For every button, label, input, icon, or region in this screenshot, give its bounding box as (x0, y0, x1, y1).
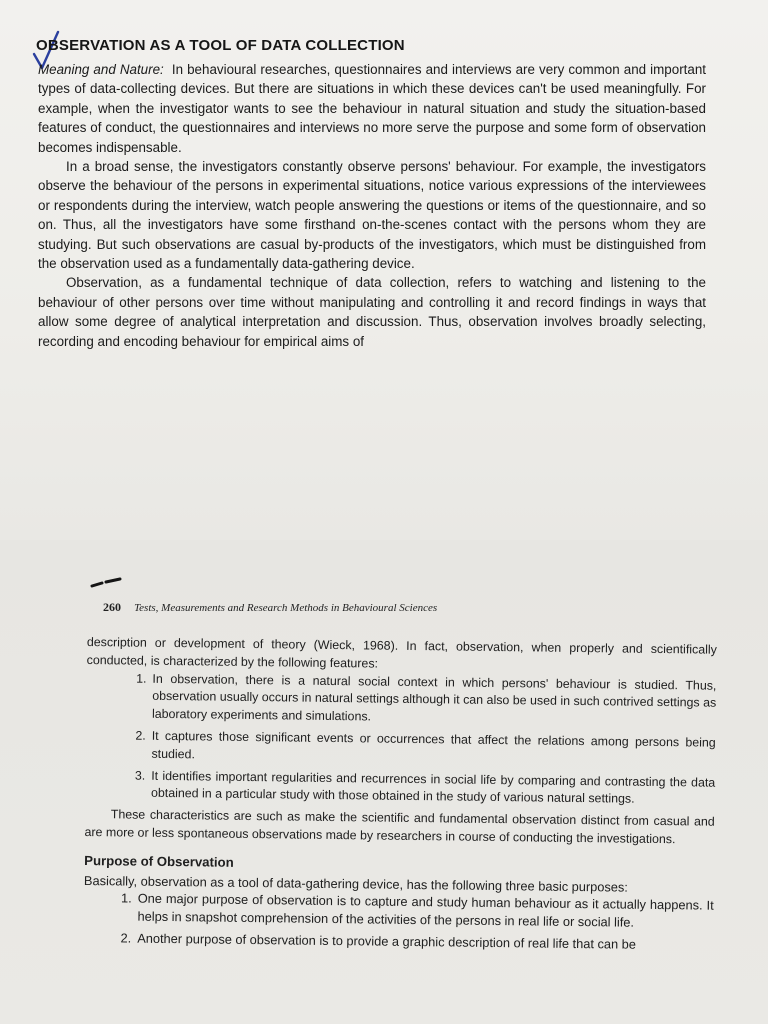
list-item-number: 1. (120, 890, 132, 906)
features-list (125, 670, 717, 810)
list-item-number: 2. (120, 930, 132, 946)
running-header (103, 600, 437, 615)
list-item-text: In observation, there is a natural social context in which persons' behaviour is studied. Thus, observation usually occurs in natural settings although it can also be used in such contrived settings as laboratory experiments and simulations. (151, 671, 717, 724)
list-item-text: It captures those significant events or occurrences that affect the relations among persons being studied. (151, 728, 716, 762)
page-number: 260 (103, 600, 121, 614)
list-item-text: One major purpose of observation is to capture and study human behaviour as it actually happens. It helps in snapshot comprehension of the activities of the persons in real life or social life. (137, 890, 714, 930)
list-item-text: Another purpose of observation is to provide a graphic description of real life that can be (137, 930, 637, 952)
list-item (126, 670, 717, 731)
list-item-number: 1. (136, 671, 147, 686)
list-item (111, 890, 713, 933)
purposes-list (111, 890, 714, 955)
upper-page-body (38, 60, 706, 351)
closing-paragraph: These characteristics are such as make the scientific and fundamental observation distinct from casual and are more or less spontaneous observations made by researchers in course of conducting the investigations. (84, 807, 715, 847)
intro-paragraph: description or development of theory (Wieck, 1968). In fact, observation, when properly and scientifically conducted, is characterized by the following features: (86, 634, 717, 671)
list-item-number: 3. (134, 768, 146, 783)
paragraph-1-body: In behavioural researches, questionnaires and interviews are very common and important types of data-collecting devices. But there are situations in which these devices can't be used meaningfully. For example, when the investigator wants to see the behaviour in natural situation and study the situation-based features of conduct, the questionnaires and interviews no more serve the purpose and some form of observation becomes indispensable. (38, 62, 706, 155)
term-meaning-and-nature: Meaning and Nature: (38, 62, 164, 77)
list-item (125, 767, 715, 810)
paragraph-2: In a broad sense, the investigators constantly observe persons' behaviour. For example, the investigators observe the behaviour of the persons in experimental situations, notice various expressions of the interviewees or respondents during the interview, watch people answering the questions or items of the questionnaire, and so on. Thus, all the investigators have some firsthand on-the-scenes contact with the persons whom they are studying. But such observations are casual by-products of the investigators, which must be distinguished from the observation used as a fundamentally data-gathering device. (38, 159, 706, 272)
book-title: Tests, Measurements and Research Methods in Behavioural Sciences (134, 602, 438, 614)
list-item (111, 929, 713, 954)
list-item-number: 2. (135, 728, 146, 743)
list-item (125, 727, 715, 770)
section-title: OBSERVATION AS A TOOL OF DATA COLLECTION (36, 37, 405, 54)
paragraph-meaning-and-nature (38, 60, 706, 157)
list-item-text: It identifies important regularities and recurrences in social life by comparing and contrasting the data obtained in a particular study with those obtained in the study of various natural settings. (150, 768, 716, 807)
paragraph-3: Observation, as a fundamental technique of data collection, refers to watching and listening to the behaviour of other persons over time without manipulating and controlling it and record findings in ways that allow some degree of analytical interpretation and discussion. Thus, observation involves broadly selecting, recording and encoding behaviour for empirical aims of (38, 275, 706, 349)
lower-page-body (83, 634, 717, 958)
purpose-intro: Basically, observation as a tool of data-gathering device, has the following three basic purposes: (83, 872, 628, 895)
pen-dash-mark-icon (90, 576, 122, 590)
purpose-heading: Purpose of Observation (84, 852, 234, 870)
